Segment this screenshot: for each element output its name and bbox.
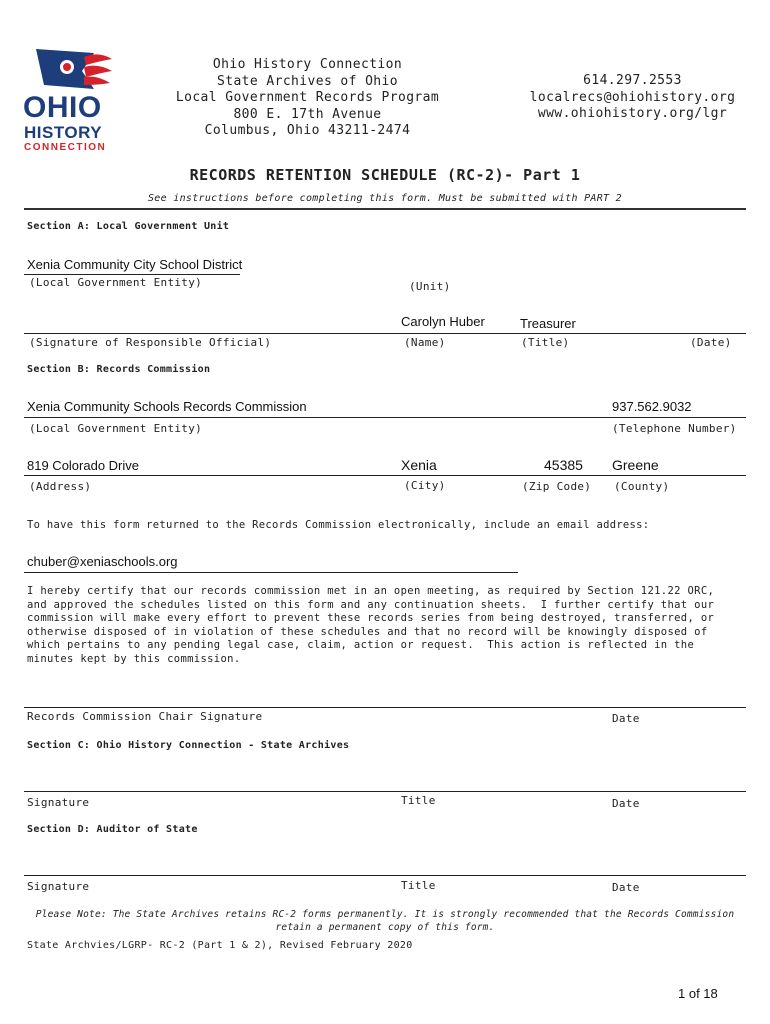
section-a-title-value[interactable]: Treasurer	[520, 316, 576, 331]
email-value[interactable]: chuber@xeniaschools.org	[27, 554, 178, 569]
email-line	[24, 572, 518, 573]
ohio-history-logo	[22, 45, 132, 157]
note-line-2: retain a permanent copy of this form.	[275, 922, 495, 933]
section-b-address-label: (Address)	[29, 480, 92, 493]
note-line-1: Please Note: The State Archives retains RC-2 forms permanently. It is strongly recommended that the Records Commission	[35, 909, 735, 920]
section-d-signature-label: Signature	[27, 880, 90, 893]
section-b-entity-value[interactable]: Xenia Community Schools Records Commission	[27, 399, 307, 414]
entity-line	[24, 417, 746, 418]
address-line	[24, 475, 746, 476]
chair-date-label: Date	[612, 712, 640, 725]
address-line: Columbus, Ohio 43211-2474	[204, 123, 411, 138]
section-b-zip-value[interactable]: 45385	[544, 457, 583, 473]
section-b-address-value[interactable]: 819 Colorado Drive	[27, 458, 140, 473]
section-b-heading: Section B: Records Commission	[27, 364, 211, 375]
chair-signature-label: Records Commission Chair Signature	[27, 710, 263, 723]
section-c-signature-label: Signature	[27, 796, 90, 809]
section-a-heading: Section A: Local Government Unit	[27, 221, 230, 232]
section-a-entity-label: (Local Government Entity)	[29, 276, 203, 289]
header-address	[160, 57, 455, 140]
page-number: 1 of 18	[678, 986, 718, 1001]
section-d-date-label: Date	[612, 881, 640, 894]
section-b-zip-label: (Zip Code)	[522, 480, 592, 493]
section-b-city-value[interactable]: Xenia	[401, 457, 437, 473]
section-a-title-label: (Title)	[521, 336, 570, 349]
section-b-county-value[interactable]: Greene	[612, 457, 659, 473]
section-c-signature-line	[24, 791, 746, 792]
email-prompt: To have this form returned to the Records Commission electronically, include an email address:	[27, 519, 650, 531]
title-divider	[24, 208, 746, 210]
address-line: State Archives of Ohio	[217, 73, 398, 89]
section-b-phone-value[interactable]: 937.562.9032	[612, 399, 692, 414]
section-a-unit-label: (Unit)	[409, 280, 451, 293]
address-line: 800 E. 17th Avenue	[233, 106, 382, 122]
section-b-city-label: (City)	[404, 479, 446, 492]
section-d-title-label: Title	[401, 879, 436, 892]
header-contact	[515, 73, 750, 123]
section-c-date-label: Date	[612, 797, 640, 810]
logo-word-connection: CONNECTION	[24, 142, 107, 153]
address-line: Ohio History Connection	[212, 57, 403, 72]
section-a-date-label: (Date)	[690, 336, 732, 349]
contact-website[interactable]: www.ohiohistory.org/lgr	[537, 106, 728, 121]
section-a-name-value[interactable]: Carolyn Huber	[401, 314, 485, 329]
section-a-signature-label: (Signature of Responsible Official)	[29, 336, 272, 349]
instructions-text: See instructions before completing this form. Must be submitted with PART 2	[147, 193, 623, 204]
signature-line	[24, 333, 746, 334]
section-d-signature-line	[24, 875, 746, 876]
contact-email[interactable]: localrecs@ohiohistory.org	[529, 89, 736, 105]
section-a-entity-value[interactable]: Xenia Community City School District	[27, 257, 243, 272]
section-c-title-label: Title	[401, 794, 436, 807]
entity-line	[24, 274, 240, 275]
contact-phone: 614.297.2553	[583, 73, 682, 88]
flag-icon	[34, 45, 114, 93]
section-c-heading: Section C: Ohio History Connection - State Archives	[27, 740, 350, 751]
section-b-phone-label: (Telephone Number)	[612, 422, 737, 435]
section-b-entity-label: (Local Government Entity)	[29, 422, 203, 435]
section-a-name-label: (Name)	[404, 336, 446, 349]
logo-word-history: HISTORY	[24, 123, 103, 142]
section-b-county-label: (County)	[614, 480, 670, 493]
address-line: Local Government Records Program	[175, 90, 440, 105]
section-d-heading: Section D: Auditor of State	[27, 824, 198, 835]
revision-text: State Archvies/LGRP- RC-2 (Part 1 & 2), Revised February 2020	[27, 940, 413, 951]
certification-text: I hereby certify that our records commission met in an open meeting, as required by Section 121.22 ORC, and approved the schedules listed on this form and any continuation sheets. I further certify that our commission will make every effort to prevent these records series from being destroyed, transferred, or otherwise disposed of in violation of these schedules and that no record will be knowingly disposed of which pertains to any pending legal case, claim, action or request. This action is reflected in the minutes kept by this commission.	[27, 585, 715, 665]
page-title: RECORDS RETENTION SCHEDULE (RC-2)- Part 1	[189, 166, 581, 184]
chair-signature-line	[24, 707, 746, 708]
logo-word-ohio: OHIO	[23, 91, 102, 124]
